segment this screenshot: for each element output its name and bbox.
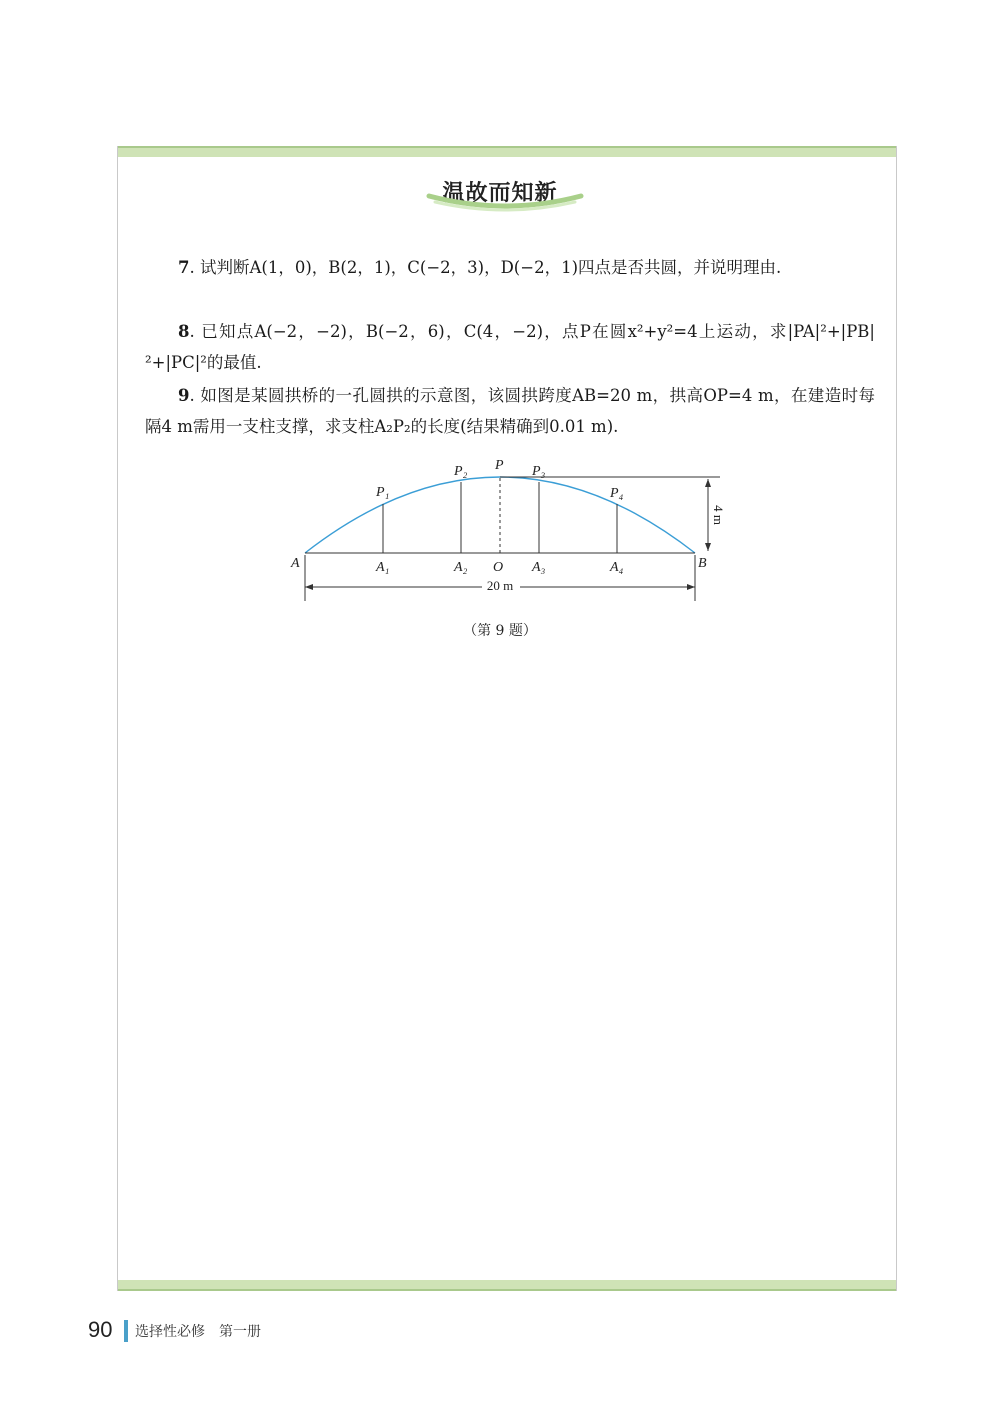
label-A: A [291,556,300,571]
problem-7 [145,252,875,283]
problem-text: . 如图是某圆拱桥的一孔圆拱的示意图，该圆拱跨度AB=20 m，拱高OP=4 m，在建造时每隔4 m需用一支柱支撑，求支柱A₂P₂的长度(结果精确到0.01 m). [145,386,875,436]
label-A3: A₃ [532,560,546,575]
arch-bridge-figure [280,455,740,605]
page-number: 90 [88,1317,113,1342]
label-P: P [495,458,504,473]
label-P1: P₁ [376,485,390,500]
top-green-band [118,146,896,157]
height-arrow-bottom [705,543,711,551]
problem-text: . 试判断A(1，0)，B(2，1)，C(−2，3)，D(−2，1)四点是否共圆，并说明理由. [189,258,782,277]
label-B: B [698,556,707,571]
label-A2: A₂ [454,560,468,575]
span-arrow-right [687,584,695,590]
problem-number: 9 [178,386,190,405]
label-P3: P₃ [532,464,546,479]
height-label: 4 m [711,505,726,525]
label-A1: A₁ [376,560,390,575]
problem-9 [145,380,875,442]
section-title: 温故而知新 [442,181,558,206]
problem-number: 8 [178,322,190,341]
problem-8 [145,316,875,378]
title-underline-arc [425,190,585,212]
bottom-green-band [118,1280,896,1291]
span-arrow-left [305,584,313,590]
height-arrow-top [705,479,711,487]
label-O: O [493,560,504,575]
span-label: 20 m [486,578,514,593]
label-A4: A₄ [610,560,624,575]
book-title: 选择性必修 第一册 [135,1324,261,1340]
problem-text: . 已知点A(−2，−2)，B(−2，6)，C(4，−2)，点P在圆x²+y²=4上运动，求|PA|²+|PB|²+|PC|²的最值. [145,322,875,372]
footer-accent-bar [124,1320,128,1342]
problem-number: 7 [178,258,190,277]
label-P4: P₄ [610,486,624,501]
label-P2: P₂ [454,464,468,479]
figure-caption: （第 9 题） [463,623,537,639]
